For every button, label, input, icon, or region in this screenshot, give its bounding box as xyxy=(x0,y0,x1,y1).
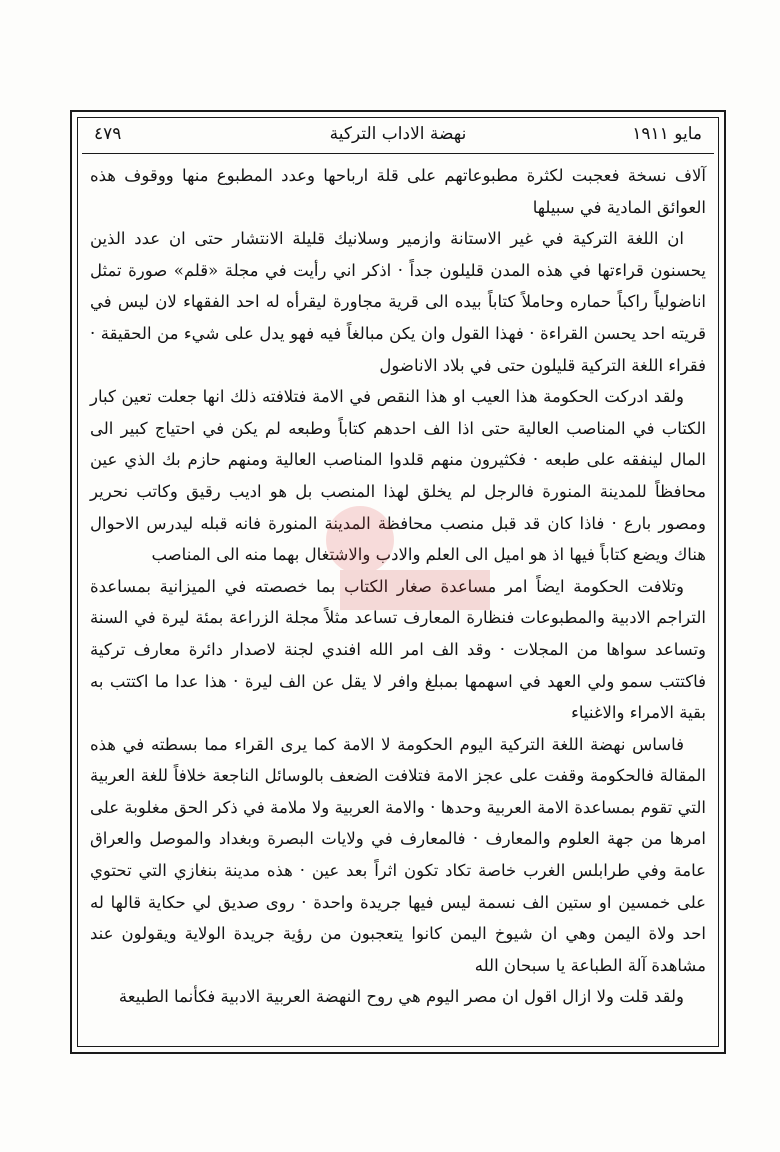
header-rule xyxy=(82,153,714,154)
paragraph: آلاف نسخة فعجبت لكثرة مطبوعاتهم على قلة ارباحها وعدد المطبوع منها ووقوف هذه العوائق المادية في سبيلها xyxy=(90,166,706,217)
paragraph: ولقد ادركت الحكومة هذا العيب او هذا النقص في الامة فتلافته ذلك انها جعلت تعين كبار الكتاب في المناصب العالية حتى اذا الف احدهم كتاباً وطبعه لم يكن في احتياج كبير الى المال لينفقه على طبعه · فكثيرون منهم قلدوا المناصب العالية ومنهم حازم بك الذي عين محافظاً للمدينة المنورة فالرجل لم يخلق لهذا المنصب بل هو اديب رقيق وكاتب نحرير ومصور بارع · فاذا كان قد قبل منصب محافظة المدينة المنورة فانه قبله ليدرس الاحوال هناك ويضع كتاباً فيها اذ هو اميل الى العلم والادب والاشتغال بهما منه الى المناصب xyxy=(90,387,706,565)
header-date: مايو ١٩١١ xyxy=(632,124,702,144)
paragraph: ان اللغة التركية في غير الاستانة وازمير وسلانيك قليلة الانتشار حتى ان عدد الذين يحسنون قراءتها في هذه المدن قليلون جداً · اذكر اني رأيت في مجلة «قلم» صورة تمثل اناضولياً راكباً حماره وحاملاً كتاباً بيده الى قرية مجاورة ليقرأه له احد الفقهاء لان ليس في قريته احد يحسن القراءة · فهذا القول وان يكن مبالغاً فيه فهو يدل على شيء من الحقيقة · فقراء اللغة التركية قليلون حتى في بلاد الاناضول xyxy=(90,229,706,375)
article-body xyxy=(90,160,706,1013)
paragraph: فاساس نهضة اللغة التركية اليوم الحكومة لا الامة كما يرى القراء مما بسطته في هذه المقالة فالحكومة وقفت على عجز الامة فتلافت الضعف بالوسائل الناجعة خلافاً للغة العربية التي تقوم بمساعدة الامة العربية وحدها · والامة العربية ولا ملامة في ذكر الحق مغلوبة على امرها من جهة العلوم والمعارف · فالمعارف في ولايات البصرة وبغداد والموصل والعراق عامة وفي طرابلس الغرب خاصة تكاد تكون اثراً بعد عين · هذه مدينة بنغازي التي تحتوي على خمسين او ستين الف نسمة ليس فيها جريدة واحدة · روى صديق لي حكاية قالها له احد ولاة اليمن وهي ان شيوخ اليمن كانوا يتعجبون من رؤية جريدة الولاية ويقولون عند مشاهدة آلة الطباعة يا سبحان الله xyxy=(90,734,706,975)
page-number: ٤٧٩ xyxy=(94,124,122,144)
paragraph: وتلافت الحكومة ايضاً امر مساعدة صغار الكتاب بما خصصته في الميزانية بمساعدة التراجم الادبية والمطبوعات فنظارة المعارف تساعد مثلاً مجلة الزراعة بمئة ليرة في السنة وتساعد سواها من المجلات · وقد الف امر الله افندي لجنة لاصدار دائرة معارف تركية فاكتتب سمو ولي العهد في اسهمها بمبلغ وافر لا يقل عن الف ليرة · هذا عدا ما اكتتب به بقية الامراء والاغنياء xyxy=(90,576,706,723)
header-title: نهضة الاداب التركية xyxy=(329,124,467,144)
running-header xyxy=(88,122,708,152)
paragraph: ولقد قلت ولا ازال اقول ان مصر اليوم هي روح النهضة العربية الادبية فكأنما الطبيعة xyxy=(118,987,684,1007)
